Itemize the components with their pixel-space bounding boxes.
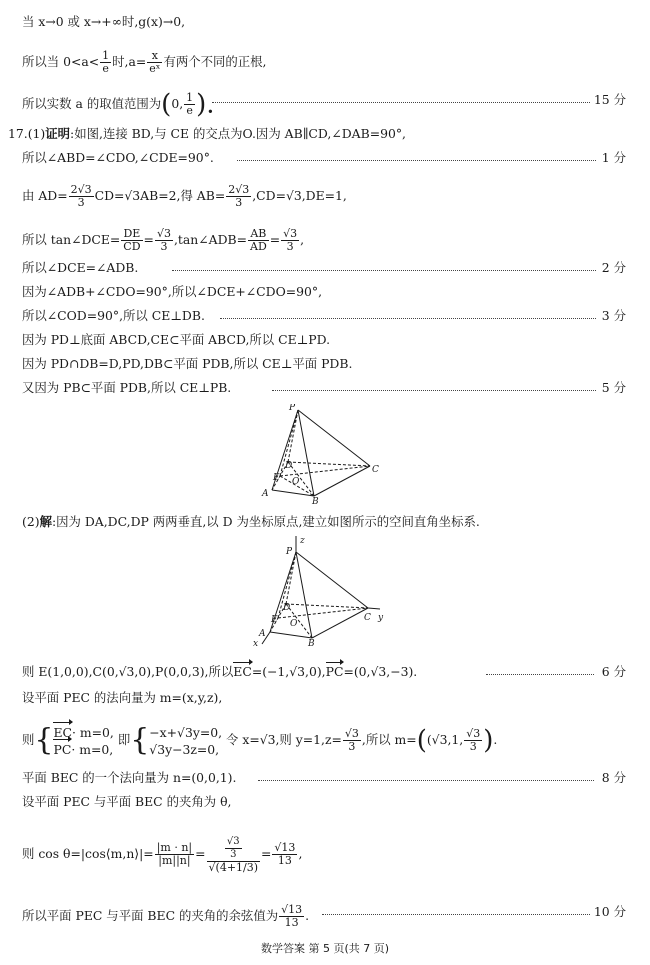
line-normal-n: 平面 BEC 的一个法向量为 n=(0,0,1). 8 分: [22, 770, 626, 785]
label-a: A: [259, 629, 266, 639]
label-c: C: [364, 613, 371, 623]
line-final-answer: 所以平面 PEC 与平面 BEC 的夹角的余弦值为 $\frac{√13}{13}$ . 10 分: [22, 903, 626, 929]
label-p: P: [289, 404, 296, 413]
q17-heading: 17.(1)证明:如图,连接 BD,与 CE 的交点为O.因为 AB∥CD,∠DAB=90°,: [8, 126, 406, 141]
page-footer: 数学答案 第 5 页(共 7 页): [260, 942, 390, 955]
line-coordinates: 则 E(1,0,0),C(0,√3,0),P(0,0,3),所以EC=(−1,√3,0),PC=(0,√3,−3). 6 分: [22, 664, 626, 679]
line-normal-m: 设平面 PEC 的法向量为 m=(x,y,z),: [22, 690, 223, 705]
fraction-x-over-ex: $\frac{x}{\text{eˣ}}$: [149, 49, 161, 75]
label-p: P: [286, 547, 293, 557]
label-o: O: [290, 619, 298, 629]
line-angle-eq: 所以∠DCE=∠ADB. 2 分: [22, 260, 626, 275]
line-perp-db: 所以∠COD=90°,所以 CE⊥DB. 3 分: [22, 308, 626, 323]
line-tangent: 所以 tan∠DCE= $\frac{DE}{CD}$ = $\frac{√3}{3}$ ,tan∠ADB= $\frac{AB}{AD}$ = $\frac{√3}{3}$ ,: [22, 227, 305, 253]
line-angles: 所以∠ABD=∠CDO,∠CDE=90°. 1 分: [22, 150, 626, 165]
pyramid-figure-1: [252, 404, 382, 504]
label-d: D: [283, 603, 291, 613]
label-d: D: [285, 461, 293, 471]
score: 2 分: [599, 260, 626, 276]
line-perp-pb: 又因为 PB⊂平面 PDB,所以 CE⊥PB. 5 分: [22, 380, 626, 395]
score: 6 分: [599, 664, 626, 680]
score: 3 分: [599, 308, 626, 324]
line-cosine: 则 cos θ=|cos⟨m,n⟩|= $\frac{|m \cdot n|}{|m||n|}$ = $\frac{\frac{√3}{3}}{√(4+1/3)}$ = $\frac{√13}{13}$ ,: [22, 835, 303, 874]
label-c: C: [372, 465, 379, 475]
score: 1 分: [599, 150, 626, 166]
line-angle-sum: 因为∠ADB+∠CDO=90°,所以∠DCE+∠CDO=90°,: [22, 284, 323, 299]
score: 5 分: [599, 380, 626, 396]
label-a: A: [262, 489, 269, 499]
line-lengths: 由 AD= $\frac{2√3}{3}$ CD=√3AB=2,得 AB= $\frac{2√3}{3}$ ,CD=√3,DE=1,: [22, 183, 347, 209]
line-perp-pd: 因为 PD⊥底面 ABCD,CE⊂平面 ABCD,所以 CE⊥PD.: [22, 332, 331, 347]
pyramid-figure-2: [250, 534, 390, 646]
score: 15 分: [591, 92, 626, 108]
label-b: B: [312, 497, 319, 504]
score: 8 分: [599, 770, 626, 786]
label-e: E: [271, 615, 278, 625]
label-x: x: [253, 639, 259, 646]
vector-pc: PC: [325, 664, 344, 679]
part2-heading: (2)解:因为 DA,DC,DP 两两垂直,以 D 为坐标原点,建立如图所示的空间直角坐标系.: [22, 514, 480, 529]
label-z: z: [300, 536, 305, 546]
line-limit: 当 x→0 或 x→+∞时,g(x)→0,: [22, 14, 186, 29]
vector-ec: EC: [233, 664, 252, 679]
line-two-roots: 所以当 0<a< $\frac{1}{e}$ 时,a= $\frac{x}{\text{eˣ}}$ 有两个不同的正根,: [22, 49, 267, 75]
line-theta: 设平面 PEC 与平面 BEC 的夹角为 θ,: [22, 794, 232, 809]
label-b: B: [308, 639, 315, 646]
label-y: y: [378, 613, 384, 623]
line-range-of-a: 所以实数 a 的取值范围为(0, $\frac{1}{e}$ ). 15 分: [22, 89, 626, 120]
leader-dots: [212, 92, 590, 103]
label-e: E: [273, 473, 280, 483]
fraction-1-over-e: $\frac{1}{e}$: [102, 49, 110, 75]
label-o: O: [292, 477, 300, 487]
score: 10 分: [591, 904, 626, 920]
line-system: 则{EC· m=0, PC· m=0, 即{−x+√3y=0, √3y−3z=0, 令 x=√3,则 y=1,z= $\frac{√3}{3}$ ,所以 m=((√3,1, $\frac{√3}{3}$ ).: [22, 722, 498, 758]
line-perp-plane: 因为 PD∩DB=D,PD,DB⊂平面 PDB,所以 CE⊥平面 PDB.: [22, 356, 353, 371]
